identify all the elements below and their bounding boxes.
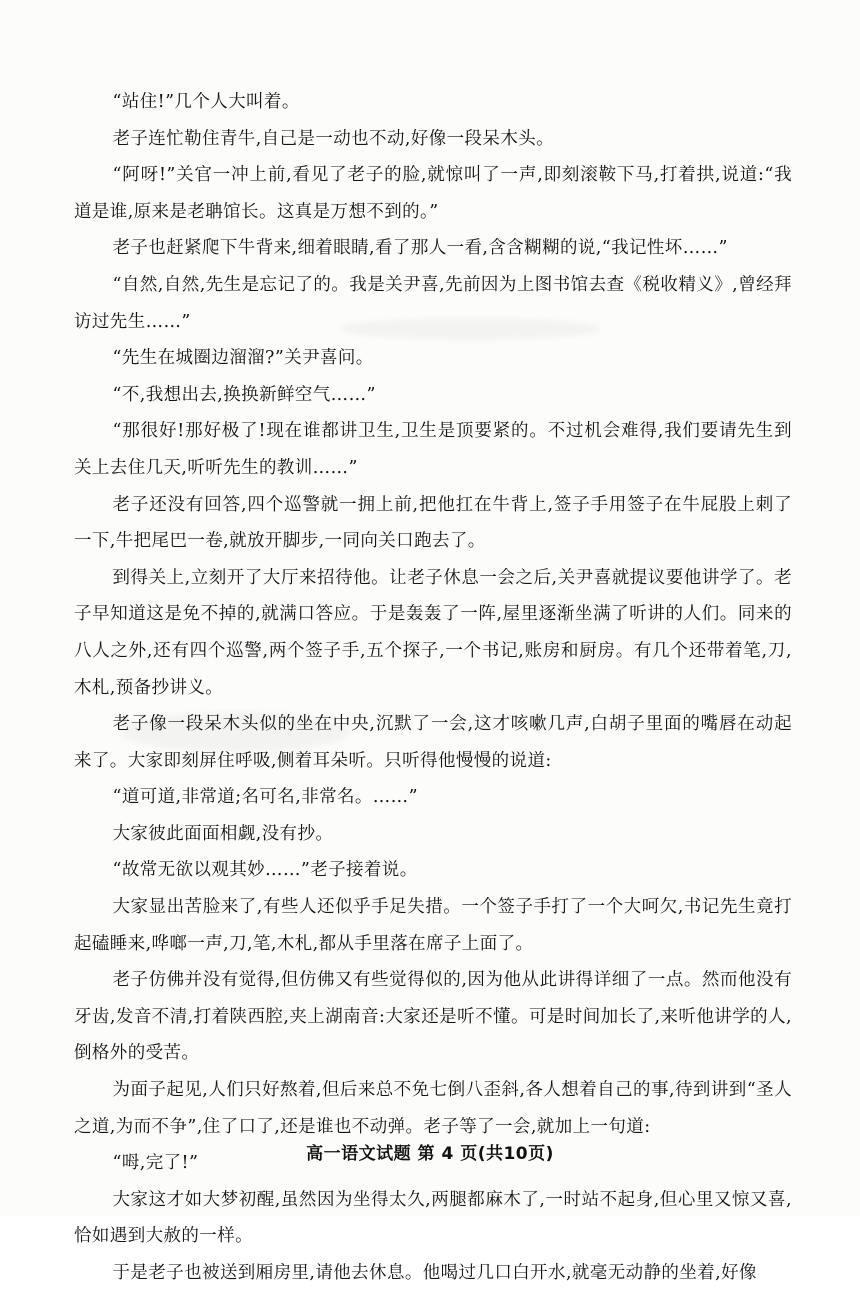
- paragraph: 老子连忙勒住青牛,自己是一动也不动,好像一段呆木头。: [112, 128, 555, 149]
- paragraph: “呣,完了!”: [112, 1153, 199, 1174]
- paragraph: 老子像一段呆木头似的坐在中央,沉默了一会,这才咳嗽几声,白胡子里面的嘴唇在动起来了。大家即刻屏住呼吸,侧着耳朵听。只听得他慢慢的说道:: [74, 714, 792, 771]
- article-body: [74, 84, 792, 1292]
- paragraph: 老子还没有回答,四个巡警就一拥上前,把他扛在牛背上,签子手用签子在牛屁股上刺了一下,牛把尾巴一卷,就放开脚步,一同向关口跑去了。: [74, 494, 792, 552]
- paragraph: 老子仿佛并没有觉得,但仿佛又有些觉得似的,因为他从此讲得详细了一点。然而他没有牙齿,发音不清,打着陕西腔,夹上湖南音:大家还是听不懂。可是时间加长了,来听他讲学的人,倒格外的受苦。: [74, 970, 792, 1064]
- paragraph: “站住!”几个人大叫着。: [112, 92, 300, 112]
- paragraph: 为面子起见,人们只好熬着,但后来总不免七倒八歪斜,各人想着自己的事,待到讲到“圣人之道,为而不争”,住了口了,还是谁也不动弹。老子等了一会,就加上一句道:: [74, 1080, 792, 1137]
- paragraph: 大家彼此面面相觑,没有抄。: [112, 823, 334, 844]
- paragraph: 大家显出苦脸来了,有些人还似乎手足失措。一个签子手打了一个大呵欠,书记先生竟打起磕睡来,哗啷一声,刀,笔,木札,都从手里落在席子上面了。: [74, 897, 792, 954]
- paragraph: “自然,自然,先生是忘记了的。我是关尹喜,先前因为上图书馆去查《税收精义》,曾经拜访过先生……”: [74, 274, 792, 332]
- paragraph: “故常无欲以观其妙……”老子接着说。: [112, 860, 418, 881]
- paragraph: 大家这才如大梦初醒,虽然因为坐得太久,两腿都麻木了,一时站不起身,但心里又惊又喜,恰如遇到大赦的一样。: [74, 1189, 792, 1247]
- page-footer: 高一语文试题 第 4 页(共10页): [306, 1144, 554, 1164]
- paragraph: “那很好!那好极了!现在谁都讲卫生,卫生是顶要紧的。不过机会难得,我们要请先生到关上去住几天,听听先生的教训……”: [74, 421, 792, 478]
- paragraph: 老子也赶紧爬下牛背来,细着眼睛,看了那人一看,含含糊糊的说,“我记性坏……”: [112, 238, 728, 259]
- paragraph: “道可道,非常道;名可名,非常名。……”: [112, 787, 418, 808]
- paragraph: “不,我想出去,换换新鲜空气……”: [112, 384, 376, 405]
- paragraph: “先生在城圈边溜溜?”关尹喜问。: [112, 348, 374, 369]
- paragraph: 于是老子也被送到厢房里,请他去休息。他喝过几口白开水,就毫无动静的坐着,好像: [112, 1263, 757, 1283]
- paragraph: “阿呀!”关官一冲上前,看见了老子的脸,就惊叫了一声,即刻滚鞍下马,打着拱,说道:“我道是谁,原来是老聃馆长。这真是万想不到的。”: [74, 165, 792, 222]
- paragraph: 到得关上,立刻开了大厅来招待他。让老子休息一会之后,关尹喜就提议要他讲学了。老子早知道这是免不掉的,就满口答应。于是轰轰了一阵,屋里逐渐坐满了听讲的人们。同来的八人之外,还有四个巡警,两个签子手,五个探子,一个书记,账房和厨房。有几个还带着笔,刀,木札,预备抄讲义。: [74, 567, 792, 698]
